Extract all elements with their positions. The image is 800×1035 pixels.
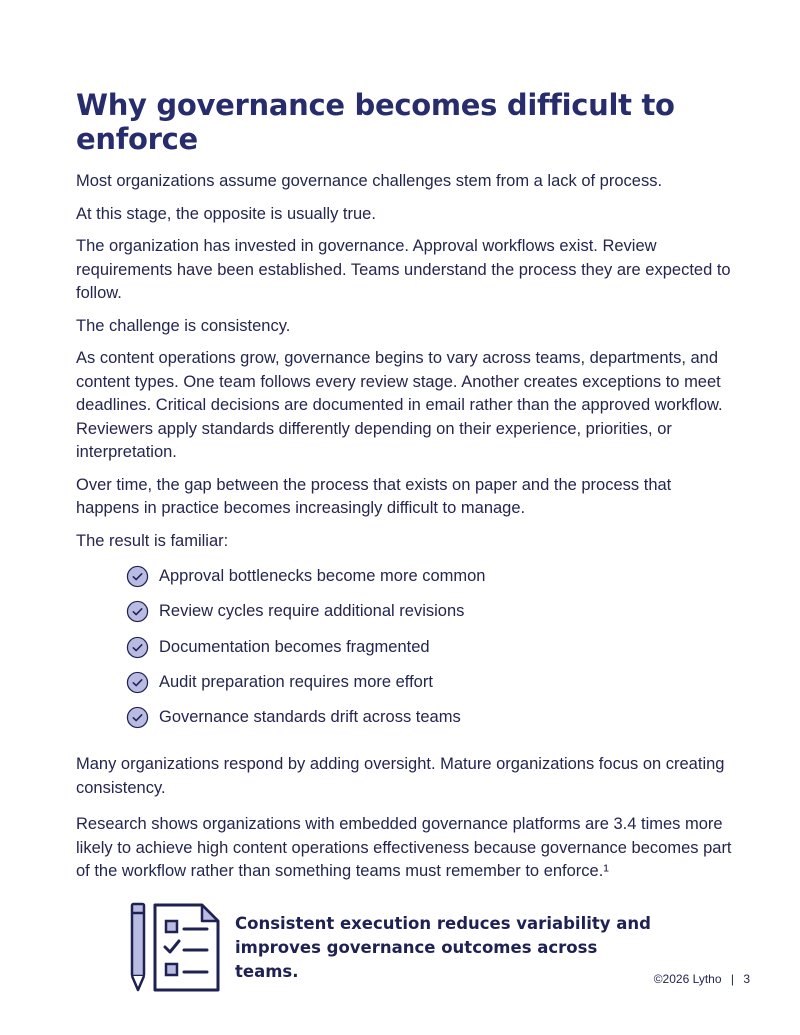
paragraph: The organization has invested in governance. Approval workflows exist. Review requirements have been established. Teams understand the process they are expected to follow. xyxy=(76,237,731,302)
check-circle-icon xyxy=(126,636,149,659)
list-item xyxy=(126,700,736,735)
check-circle-icon xyxy=(126,565,149,588)
paragraph: The challenge is consistency. xyxy=(76,316,291,335)
result-checklist xyxy=(126,559,736,735)
paragraph: Research shows organizations with embedded governance platforms are 3.4 times more likely to achieve high content operations effectiveness because governance becomes part of the workflow rather than something teams must remember to enforce.¹ xyxy=(76,815,732,881)
paragraph: Many organizations respond by adding oversight. Mature organizations focus on creating consistency. xyxy=(76,755,725,797)
check-circle-icon xyxy=(126,600,149,623)
callout-text: Consistent execution reduces variability and improves governance outcomes across teams. xyxy=(235,913,651,981)
footer-separator: | xyxy=(730,972,734,986)
page-number: 3 xyxy=(743,972,750,986)
check-circle-icon xyxy=(126,671,149,694)
list-item xyxy=(126,594,736,629)
check-circle-icon xyxy=(126,706,149,729)
list-item xyxy=(126,630,736,665)
copyright: ©2026 Lytho xyxy=(653,972,722,986)
list-item-label: Governance standards drift across teams xyxy=(159,708,461,727)
checklist-document-pencil-icon xyxy=(128,900,223,995)
list-item-label: Review cycles require additional revisions xyxy=(159,602,465,621)
list-item xyxy=(126,665,736,700)
list-item xyxy=(126,559,736,594)
paragraph: At this stage, the opposite is usually true. xyxy=(76,204,376,223)
content-page xyxy=(76,88,736,893)
page-footer xyxy=(654,972,750,986)
paragraph: Over time, the gap between the process that exists on paper and the process that happens in practice becomes increasingly difficult to manage. xyxy=(76,475,672,517)
paragraph: As content operations grow, governance begins to vary across teams, departments, and content types. One team follows every review stage. Another creates exceptions to meet deadlines. Critical decisions are documented in email rather than the approved workflow. Reviewers apply standards differently depending on their experience, priorities, or interpretation. xyxy=(76,349,723,461)
paragraph: The result is familiar: xyxy=(76,531,229,550)
paragraph: Most organizations assume governance challenges stem from a lack of process. xyxy=(76,172,663,190)
list-item-label: Documentation becomes fragmented xyxy=(159,637,430,656)
list-item-label: Approval bottlenecks become more common xyxy=(159,567,486,586)
callout xyxy=(128,900,655,995)
list-item-label: Audit preparation requires more effort xyxy=(159,673,433,692)
page-title: Why governance becomes difficult to enforce xyxy=(76,88,675,156)
